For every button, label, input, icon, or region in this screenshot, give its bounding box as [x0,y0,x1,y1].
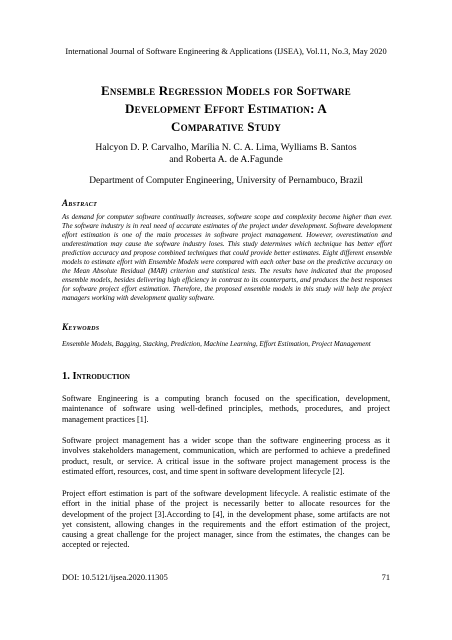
abstract-heading: Abstract [62,198,98,208]
page-number: 71 [381,573,390,582]
paper-title [40,82,412,136]
intro-paragraph: Software project management has a wider scope than the software engineering process as it involves stakeholders management, communication, which are performed to achieve a predefined product, result, or service. A critical issue in the software project management process is the estimated effort, resources, cost, and time spent in software development lifecycle [2]. [62,436,390,476]
keywords-text: Ensemble Models, Bagging, Stacking, Prediction, Machine Learning, Effort Estimation, Project Management [62,340,371,348]
authors [40,142,412,166]
author-line: and Roberta A. de A.Fagunde [169,154,283,165]
intro-paragraph: Software Engineering is a computing branch focused on the specification, development, maintenance of software using well-defined principles, methods, procedures, and project management practices [1]. [62,394,390,424]
abstract-text: As demand for computer software continually increases, software scope and complexity become higher than ever. The software industry is in real need of accurate estimates of the project under development. Software development effort estimation is one of the main processes in software project management. However, overestimation and underestimation may cause the software industry loses. This study determines which technique has better effort prediction accuracy and propose combined techniques that could provide better estimates. Eight different ensemble models to estimate effort with Ensemble Models were compared with each other base on the predictive accuracy on the Mean Absolute Residual (MAR) criterion and statistical tests. The results have indicated that the proposed ensemble models, besides delivering high efficiency in contrast to its counterparts, and produces the best responses for software project effort estimation. Therefore, the proposed ensemble models in this study will help the project managers working with development quality software. [62,213,392,303]
journal-header: International Journal of Software Engineering & Applications (IJSEA), Vol.11, No.3, May 2020 [65,47,387,56]
intro-paragraph: Project effort estimation is part of the software development lifecycle. A realistic estimate of the effort in the initial phase of the project is necessarily better to allocate resources for the development of the project [3].According to [4], in the development phase, some artifacts are not yet consistent, allowing changes in the requirements and the effort estimation of the project, causing a great challenge for the project manager, since from the estimates, the changes can be accepted or rejected. [62,489,390,550]
affiliation: Department of Computer Engineering, University of Pernambuco, Brazil [89,176,363,186]
introduction-heading: 1. Introduction [62,371,130,382]
doi-link[interactable]: DOI: 10.5121/ijsea.2020.11305 [62,573,168,582]
page-footer [62,573,390,582]
keywords-heading: Keywords [62,322,100,332]
title-line: Development Effort Estimation: A [125,101,327,116]
author-line: Halcyon D. P. Carvalho, Marília N. C. A. Lima, Wylliams B. Santos [95,142,357,153]
title-line: Comparative Study [171,119,281,134]
title-line: Ensemble Regression Models for Software [101,83,351,98]
